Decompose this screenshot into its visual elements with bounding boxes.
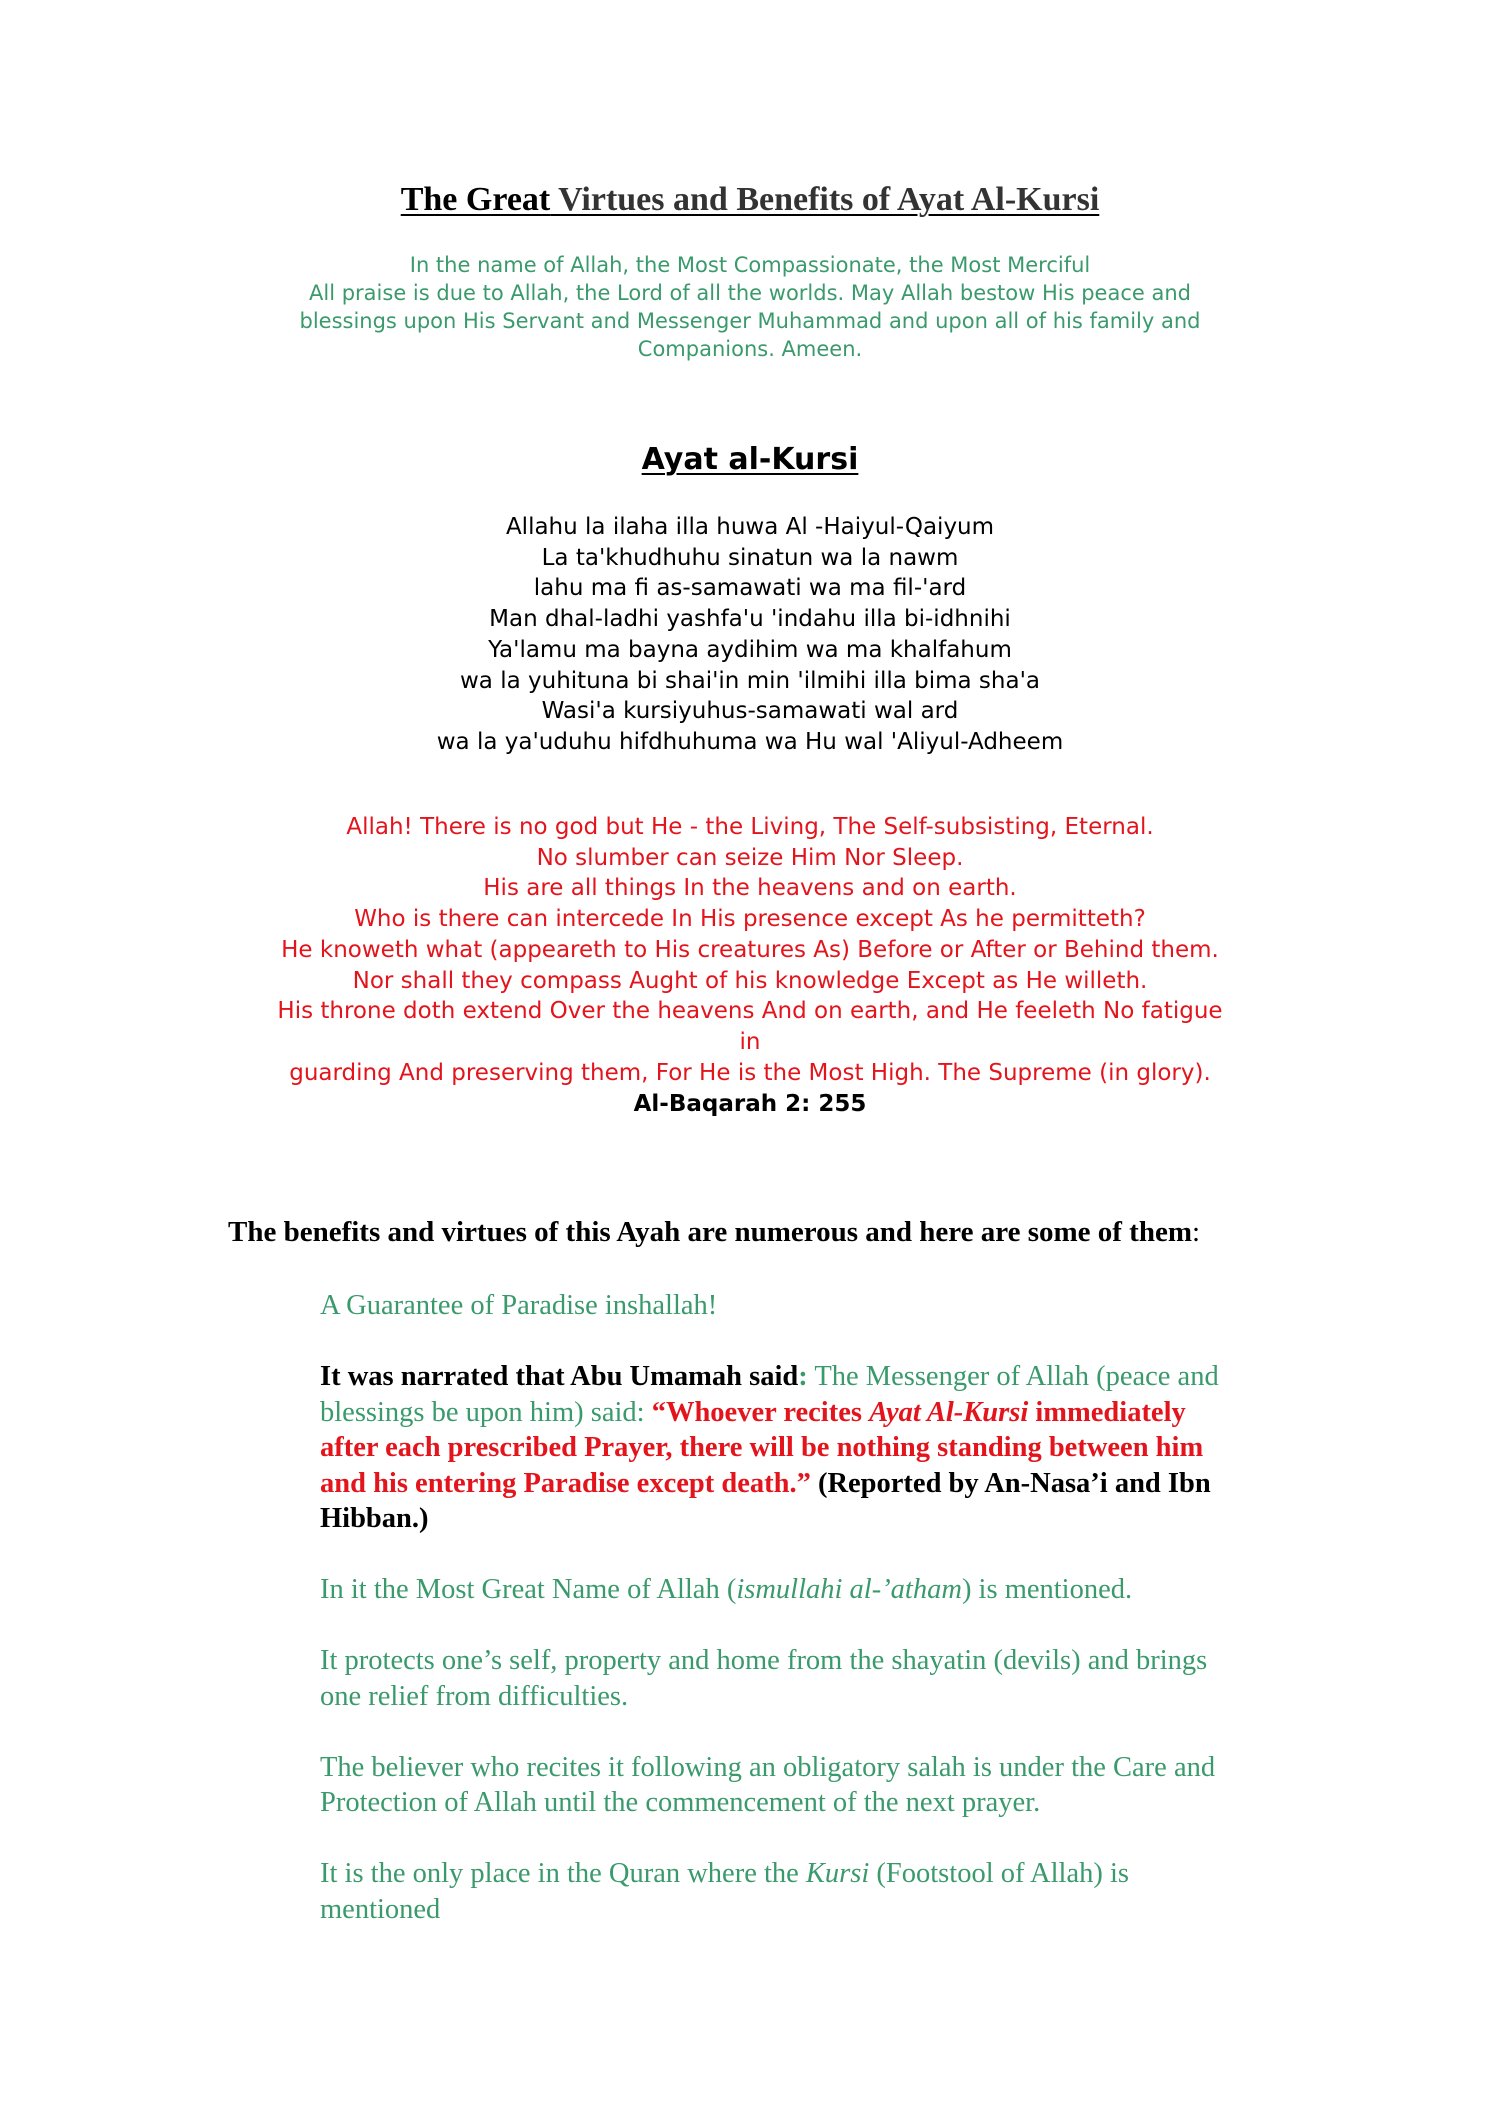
translation-line: in xyxy=(739,1028,761,1055)
benefit-greatest-name-text xyxy=(320,1572,1280,1608)
benefit-greatest-name xyxy=(320,1572,1280,1608)
benefits-intro-text: The benefits and virtues of this Ayah are numerous and here are some of them xyxy=(228,1216,1192,1248)
transliteration-line: Ya'lamu ma bayna aydihim wa ma khalfahum xyxy=(488,636,1012,663)
hadith-quote: and his entering Paradise except death.” xyxy=(320,1467,811,1499)
transliteration-line: Wasi'a kursiyuhus-samawati wal ard xyxy=(541,698,959,725)
hadith-intro-cont: blessings be upon him) said: xyxy=(320,1396,652,1428)
benefit-salah-line: Protection of Allah until the commencement of the next prayer. xyxy=(320,1787,1041,1818)
benefit-salah xyxy=(320,1750,1280,1821)
translation-line: Allah! There is no god but He - the Living, The Self-subsisting, Eternal. xyxy=(346,814,1154,840)
invocation-line: Companions. Ameen. xyxy=(637,337,863,361)
hadith-quote: “Whoever recites xyxy=(651,1396,870,1428)
benefit-guarantee xyxy=(320,1288,1280,1324)
document-title xyxy=(0,180,1500,220)
transliteration-line: wa la yuhituna bi shai'in min 'ilmihi illa bima sha'a xyxy=(460,667,1040,694)
benefits-intro-colon: : xyxy=(1191,1216,1201,1248)
translation-line: Who is there can intercede In His presence except As he permitteth? xyxy=(354,906,1146,933)
invocation-block xyxy=(0,251,1500,363)
benefit-protection-line: one relief from difficulties. xyxy=(320,1680,629,1712)
italic-term: Kursi xyxy=(805,1858,870,1889)
transliteration-line: lahu ma fi as-samawati wa ma fil-'ard xyxy=(533,575,967,602)
benefit-protection-line: It protects one’s self, property and home from the shayatin (devils) and brings xyxy=(320,1645,1208,1676)
hadith-line xyxy=(320,1359,1280,1395)
translation-line: No slumber can seize Him Nor Sleep. xyxy=(536,844,964,871)
invocation-line: blessings upon His Servant and Messenger Muhammad and upon all of his family and xyxy=(299,309,1201,333)
benefit-protection xyxy=(320,1643,1280,1714)
transliteration-line: wa la ya'uduhu hifdhuhuma wa Hu wal 'Aliyul-Adheem xyxy=(436,728,1064,755)
hadith-quote: immediately xyxy=(1028,1396,1186,1428)
benefit-hadith xyxy=(320,1359,1280,1537)
hadith-quote-italic: Ayat Al-Kursi xyxy=(869,1396,1029,1428)
benefit-list xyxy=(320,1288,1280,1963)
title-part-gray: Virtues and Benefits of Ayat Al-Kursi xyxy=(550,181,1100,218)
text-segment: ) is mentioned. xyxy=(961,1574,1133,1605)
benefits-intro xyxy=(228,1215,1200,1250)
hadith-colon: : xyxy=(798,1361,808,1392)
section-heading-text: Ayat al-Kursi xyxy=(641,442,859,477)
hadith-line xyxy=(320,1466,1280,1502)
hadith-source: Hibban.) xyxy=(320,1503,429,1534)
italic-term: ismullahi al-’atham xyxy=(736,1574,962,1605)
verse-reference xyxy=(0,1089,1500,1119)
benefit-kursi-line xyxy=(320,1856,1280,1892)
benefit-salah-line: The believer who recites it following an obligatory salah is under the Care and xyxy=(320,1751,1216,1783)
translation-line: His throne doth extend Over the heavens And on earth, and He feeleth No fatigue xyxy=(277,998,1223,1025)
benefit-kursi-line: mentioned xyxy=(320,1893,441,1925)
invocation-line: In the name of Allah, the Most Compassionate, the Most Merciful xyxy=(409,253,1091,277)
section-heading xyxy=(0,442,1500,478)
invocation-line: All praise is due to Allah, the Lord of all the worlds. May Allah bestow His peace and xyxy=(309,281,1191,305)
verse-reference-text: Al-Baqarah 2: 255 xyxy=(633,1091,867,1117)
hadith-narrator: It was narrated that Abu Umamah said xyxy=(320,1361,799,1392)
benefit-kursi xyxy=(320,1856,1280,1927)
transliteration-block xyxy=(0,512,1500,758)
document-title-text xyxy=(401,181,1100,218)
text-segment: (Footstool of Allah) is xyxy=(869,1858,1129,1889)
benefit-guarantee-text: A Guarantee of Paradise inshallah! xyxy=(320,1290,718,1321)
translation-line: Nor shall they compass Aught of his knowledge Except as He willeth. xyxy=(352,967,1148,994)
hadith-intro: The Messenger of Allah (peace and xyxy=(807,1361,1219,1392)
transliteration-line: Allahu la ilaha illa huwa Al -Haiyul-Qaiyum xyxy=(505,514,995,540)
transliteration-line: La ta'khudhuhu sinatun wa la nawm xyxy=(541,544,959,571)
text-segment: In it the Most Great Name of Allah ( xyxy=(320,1574,737,1605)
translation-line: His are all things In the heavens and on earth. xyxy=(483,875,1017,902)
translation-line: He knoweth what (appeareth to His creatures As) Before or After or Behind them. xyxy=(281,936,1219,963)
translation-block xyxy=(0,812,1500,1088)
hadith-line: after each prescribed Prayer, there will be nothing standing between him xyxy=(320,1432,1204,1463)
translation-line: guarding And preserving them, For He is the Most High. The Supreme (in glory). xyxy=(289,1059,1211,1086)
hadith-source: (Reported by An-Nasa’i and Ibn xyxy=(810,1467,1211,1499)
transliteration-line: Man dhal-ladhi yashfa'u 'indahu illa bi-idhnihi xyxy=(489,606,1011,633)
text-segment: It is the only place in the Quran where the xyxy=(320,1858,806,1889)
title-part-dark: The Great xyxy=(400,181,551,218)
hadith-line xyxy=(320,1395,1280,1431)
